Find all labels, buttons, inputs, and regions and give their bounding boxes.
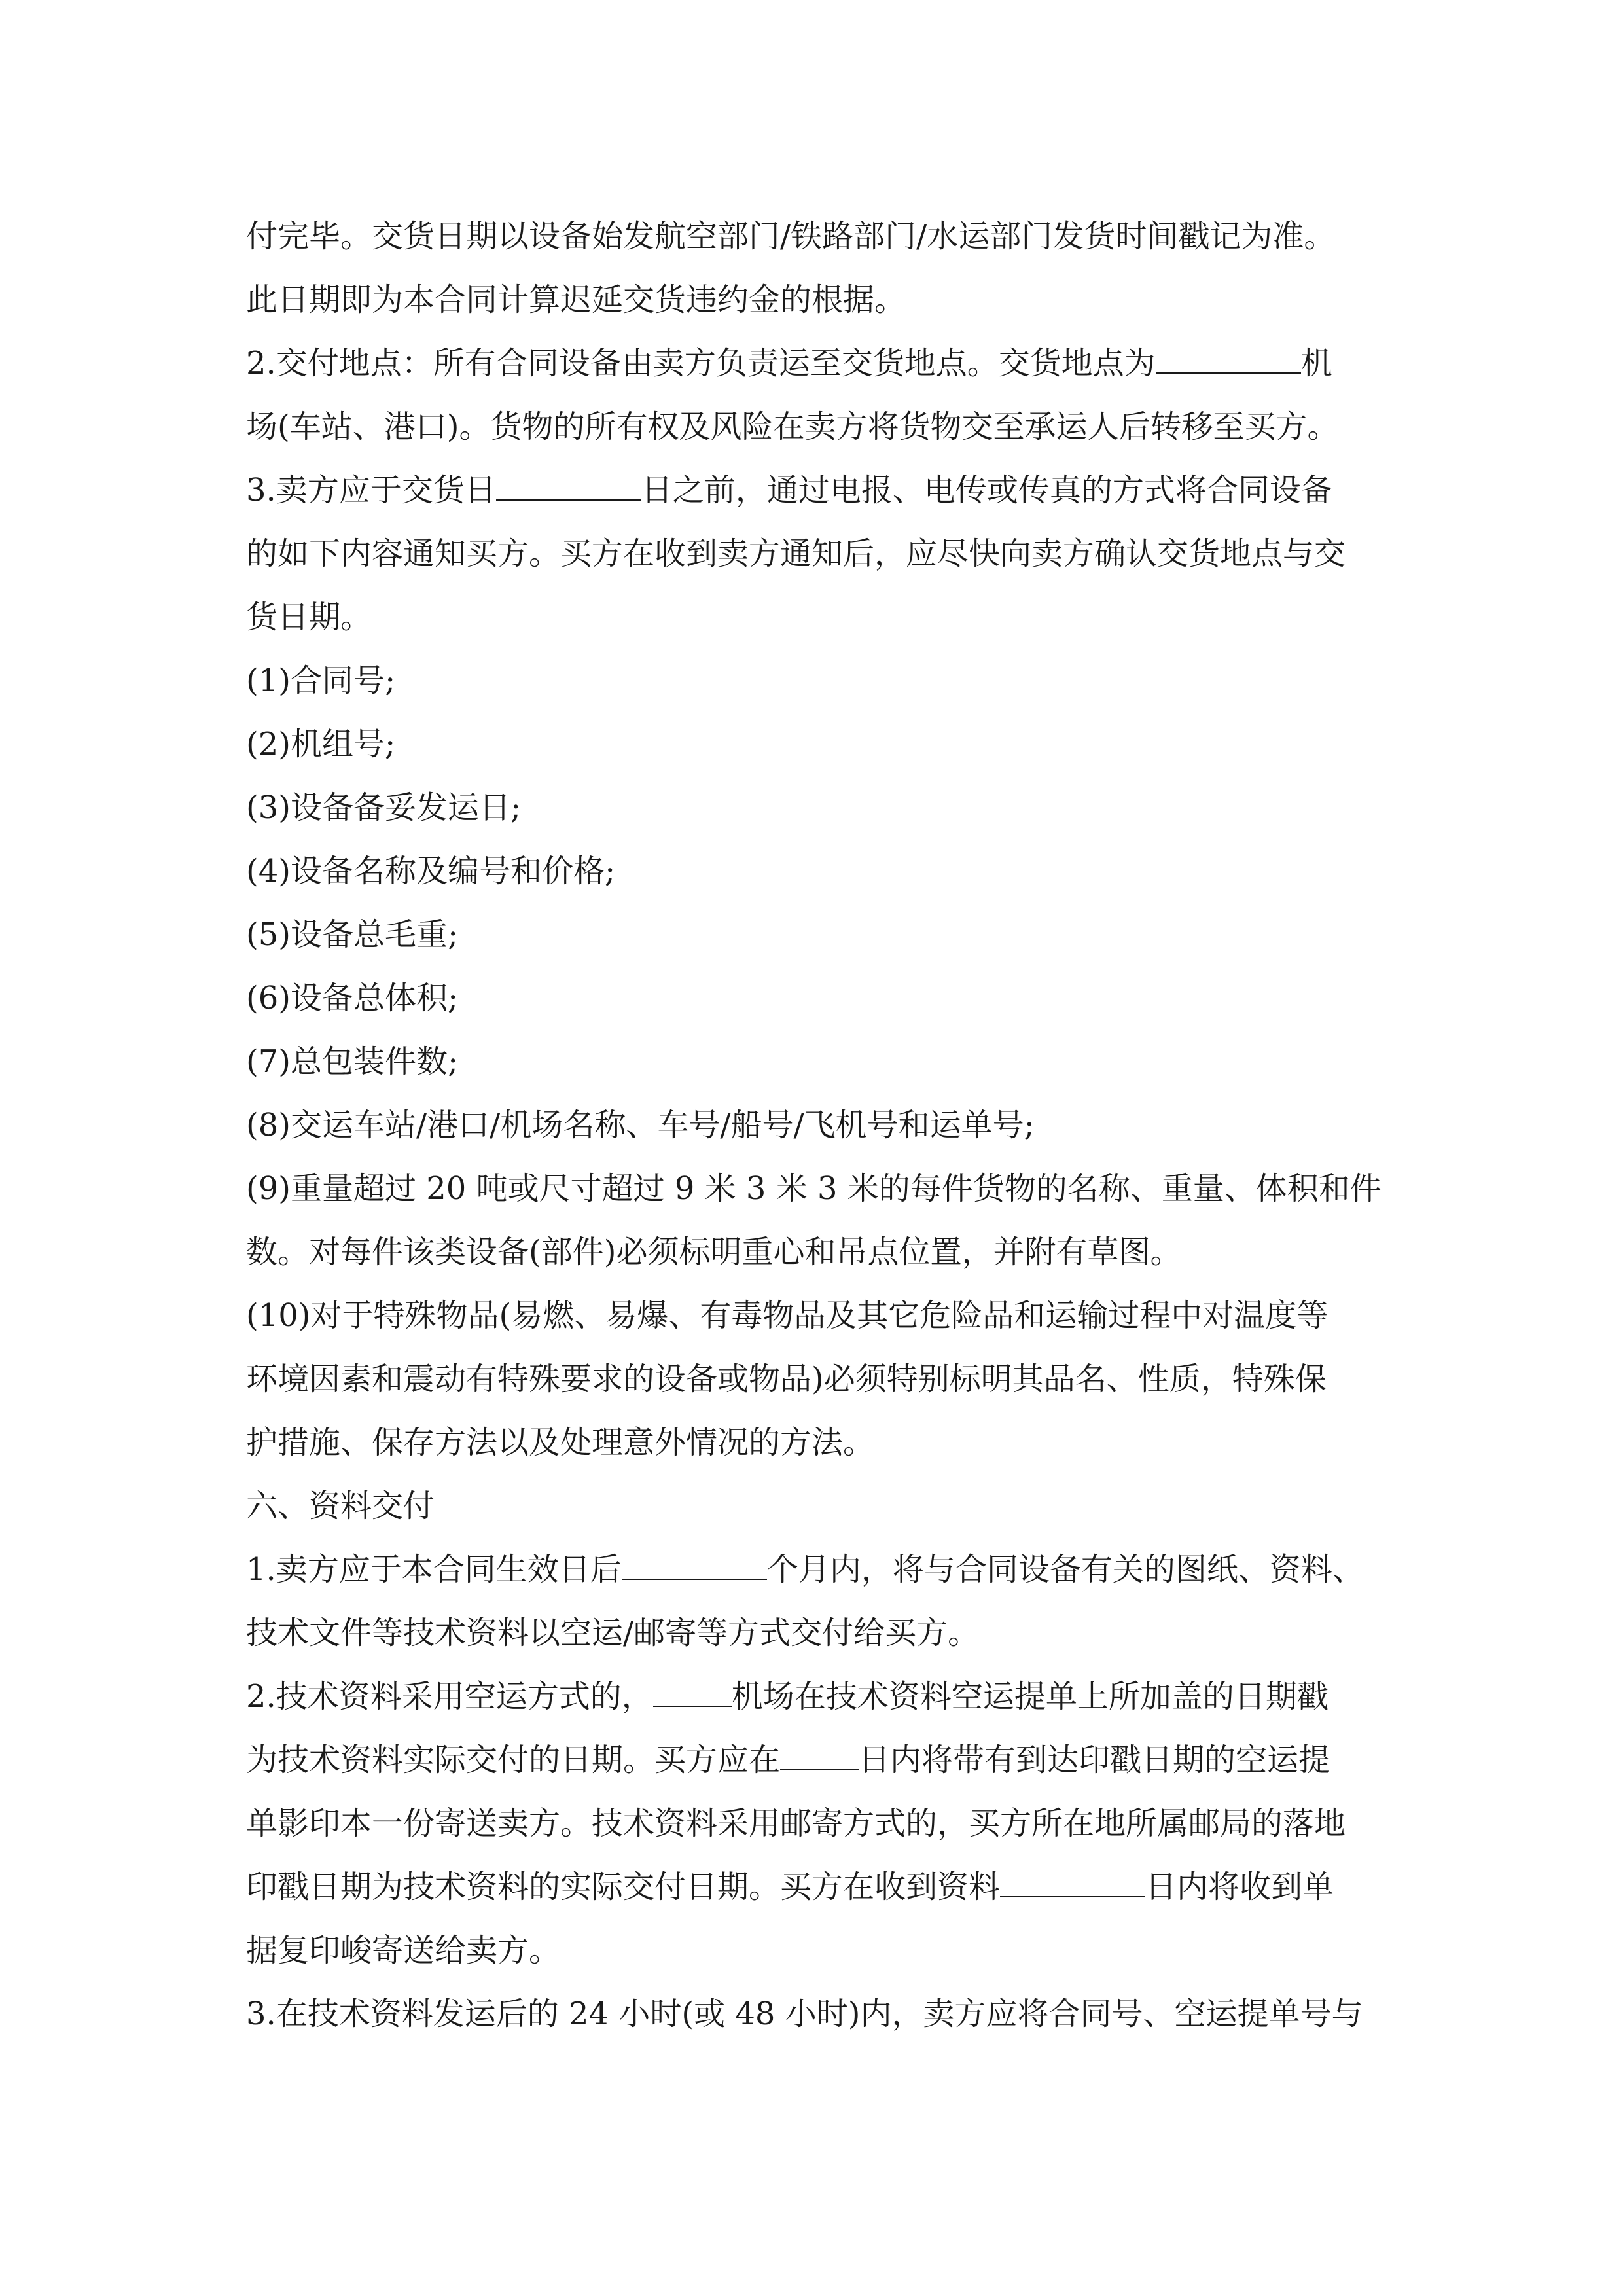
text-segment: 2.技术资料采用空运方式的，	[246, 1678, 653, 1715]
section-heading	[246, 1475, 1388, 1538]
blank-underline	[780, 1744, 859, 1770]
text-line	[246, 1982, 1388, 2046]
text-line	[246, 1411, 1388, 1475]
text-segment: 货日期。	[246, 599, 372, 636]
text-line	[246, 1094, 1388, 1157]
text-segment: (7)总包装件数;	[246, 1043, 459, 1080]
text-line	[246, 1157, 1388, 1221]
text-segment: 环境因素和震动有特殊要求的设备或物品)必须特别标明其品名、性质，特殊保	[246, 1361, 1327, 1397]
text-segment: (3)设备备妥发运日;	[246, 789, 522, 826]
text-segment: (4)设备名称及编号和价格;	[246, 853, 616, 889]
text-segment: 场(车站、港口)。货物的所有权及风险在卖方将货物交至承运人后转移至买方。	[246, 408, 1339, 445]
text-segment: (5)设备总毛重;	[246, 916, 459, 953]
text-segment: 3.卖方应于交货日	[246, 472, 496, 509]
document-body	[246, 205, 1388, 2046]
text-line	[246, 1348, 1388, 1411]
text-line	[246, 649, 1388, 713]
text-segment: (2)机组号;	[246, 726, 396, 762]
text-segment: 印戳日期为技术资料的实际交付日期。买方在收到资料	[246, 1869, 1001, 1905]
blank-underline	[1000, 1871, 1145, 1897]
text-segment: 日内将带有到达印戳日期的空运提	[859, 1742, 1330, 1778]
text-segment: 此日期即为本合同计算迟延交货违约金的根据。	[246, 281, 906, 318]
text-segment: 日之前，通过电报、电传或传真的方式将合同设备	[641, 472, 1332, 509]
text-segment: 的如下内容通知买方。买方在收到卖方通知后，应尽快向卖方确认交货地点与交	[246, 535, 1346, 572]
text-segment: (9)重量超过 20 吨或尺寸超过 9 米 3 米 3 米的每件货物的名称、重量、体积和件	[246, 1170, 1382, 1207]
text-segment: 据复印峻寄送给卖方。	[246, 1932, 561, 1969]
text-segment: 付完毕。交货日期以设备始发航空部门/铁路部门/水运部门发货时间戳记为准。	[246, 218, 1336, 255]
text-segment: 3.在技术资料发运后的 24 小时(或 48 小时)内，卖方应将合同号、空运提单号与	[246, 1996, 1363, 2032]
text-segment: (10)对于特殊物品(易燃、易爆、有毒物品及其它危险品和运输过程中对温度等	[246, 1297, 1329, 1334]
text-segment: 个月内，将与合同设备有关的图纸、资料、	[766, 1551, 1364, 1588]
text-line	[246, 205, 1388, 268]
text-segment: 六、资料交付	[246, 1488, 435, 1524]
text-line	[246, 1221, 1388, 1284]
text-segment: 护措施、保存方法以及处理意外情况的方法。	[246, 1424, 875, 1461]
text-line	[246, 1792, 1388, 1856]
text-line	[246, 268, 1388, 332]
text-segment: 技术文件等技术资料以空运/邮寄等方式交付给买方。	[246, 1615, 980, 1651]
text-segment: 单影印本一份寄送卖方。技术资料采用邮寄方式的，买方所在地所属邮局的落地	[246, 1805, 1346, 1842]
text-line	[246, 1729, 1388, 1792]
blank-underline	[653, 1681, 732, 1707]
text-line	[246, 395, 1388, 459]
text-line	[246, 903, 1388, 967]
text-line	[246, 967, 1388, 1030]
blank-underline	[1156, 348, 1301, 374]
text-segment: 日内将收到单	[1145, 1869, 1334, 1905]
text-line	[246, 1538, 1388, 1602]
text-line	[246, 1284, 1388, 1348]
text-line	[246, 586, 1388, 649]
text-segment: (1)合同号;	[246, 662, 396, 699]
text-line	[246, 1665, 1388, 1729]
text-segment: 1.卖方应于本合同生效日后	[246, 1551, 622, 1588]
text-line	[246, 713, 1388, 776]
text-segment: 机	[1300, 345, 1332, 382]
text-segment: 2.交付地点：所有合同设备由卖方负责运至交货地点。交货地点为	[246, 345, 1156, 382]
text-line	[246, 332, 1388, 395]
text-line	[246, 840, 1388, 903]
text-line	[246, 1030, 1388, 1094]
text-line	[246, 522, 1388, 586]
text-line	[246, 459, 1388, 522]
text-line	[246, 776, 1388, 840]
text-line	[246, 1602, 1388, 1665]
text-segment: 机场在技术资料空运提单上所加盖的日期戳	[731, 1678, 1329, 1715]
blank-underline	[496, 475, 641, 501]
text-segment: (6)设备总体积;	[246, 980, 459, 1016]
text-line	[246, 1856, 1388, 1919]
blank-underline	[622, 1554, 767, 1580]
text-segment: 为技术资料实际交付的日期。买方应在	[246, 1742, 781, 1778]
text-line	[246, 1919, 1388, 1982]
text-segment: 数。对每件该类设备(部件)必须标明重心和吊点位置，并附有草图。	[246, 1234, 1182, 1270]
text-segment: (8)交运车站/港口/机场名称、车号/船号/飞机号和运单号;	[246, 1107, 1035, 1143]
